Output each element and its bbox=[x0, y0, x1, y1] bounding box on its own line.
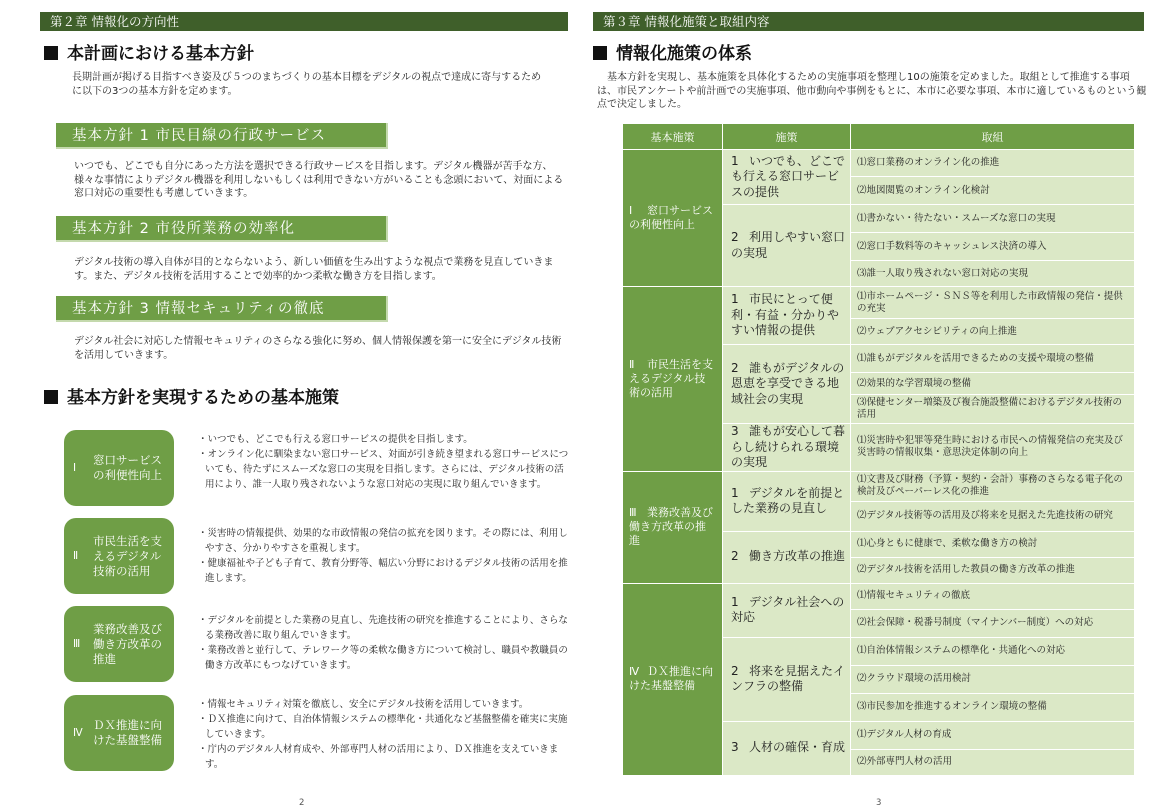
policy-bar-3: 基本方針 3 情報セキュリティの徹底 bbox=[56, 296, 388, 322]
action-cell: ⑵社会保障・税番号制度（マイナンバー制度）への対応 bbox=[851, 609, 1135, 637]
basic-measure-cell-3: Ⅲ 業務改善及び働き方改革の推進 bbox=[623, 471, 723, 583]
action-cell: ⑵ウェブアクセシビリティの向上推進 bbox=[851, 319, 1135, 345]
policy-bar-2: 基本方針 2 市役所業務の効率化 bbox=[56, 216, 388, 242]
measure-badge-2: Ⅱ 市民生活を支えるデジタル技術の活用 bbox=[64, 518, 174, 594]
action-cell: ⑴書かない・待たない・スムーズな窓口の実現 bbox=[851, 205, 1135, 233]
list-item: ・健康福祉や子ども子育て、教育分野等、幅広い分野におけるデジタル技術の活用を推進します。 bbox=[198, 558, 568, 584]
list-item: ・情報セキュリティ対策を徹底し、安全にデジタル技術を活用していきます。 bbox=[198, 699, 529, 710]
action-cell: ⑶保健センター増築及び複合施設整備におけるデジタル技術の活用 bbox=[851, 395, 1135, 424]
action-cell: ⑴自治体情報システムの標準化・共通化への対応 bbox=[851, 637, 1135, 665]
policy-text-2: デジタル技術の導入自体が目的とならないよう、新しい価値を生み出すような視点で業務を見直していきます。また、デジタル技術を活用することで効率的かつ柔軟な働き方を目指します。 bbox=[74, 257, 554, 282]
policy-text-3: デジタル社会に対応した情報セキュリティのさらなる強化に努め、個人情報保護を第一に安全にデジタル技術を活用していきます。 bbox=[74, 336, 562, 361]
list-item: ・災害時の情報提供、効果的な市政情報の発信の拡充を図ります。その際には、利用しやすさ、分かりやすさを重視します。 bbox=[198, 528, 568, 554]
action-cell: ⑶市民参加を推進するオンライン環境の整備 bbox=[851, 693, 1135, 721]
action-cell: ⑴情報セキュリティの徹底 bbox=[851, 583, 1135, 609]
measure-cell: 1 市民にとって便利・有益・分かりやすい情報の提供 bbox=[723, 287, 851, 345]
measure-cell: 2 利用しやすい窓口の実現 bbox=[723, 205, 851, 287]
action-cell: ⑵デジタル技術等の活用及び将来を見据えた先進技術の研究 bbox=[851, 501, 1135, 531]
intro-paragraph: 基本方針を実現し、基本施策を具体化するための実施事項を整理し10の施策を定めました。取組として推進する事項は、市民アンケートや前計画での実施事項、他市動向や事例をもとに、本市に必要な事項、本市に適しているものという観点で決定しました。 bbox=[597, 72, 1147, 110]
action-cell: ⑵窓口手数料等のキャッシュレス決済の導入 bbox=[851, 233, 1135, 261]
page-number: 2 bbox=[299, 798, 305, 808]
basic-measure-cell-4: Ⅳ ＤＸ推進に向けた基盤整備 bbox=[623, 583, 723, 775]
heading-text: 本計画における基本方針 bbox=[67, 44, 254, 64]
table-header: 取組 bbox=[851, 124, 1135, 150]
list-item: ・庁内のデジタル人材育成や、外部専門人材の活用により、ＤＸ推進を支えていきます。 bbox=[198, 744, 559, 770]
heading-text: 情報化施策の体系 bbox=[616, 44, 752, 64]
chapter-header: 第３章 情報化施策と取組内容 bbox=[593, 12, 1144, 31]
policy-system-table bbox=[622, 123, 1135, 776]
action-cell: ⑴文書及び財務（予算・契約・会計）事務のさらなる電子化の検討及びペーパーレス化の推進 bbox=[851, 471, 1135, 501]
table-header: 施策 bbox=[723, 124, 851, 150]
list-item: ・ＤＸ推進に向けて、自治体情報システムの標準化・共通化など基盤整備を確実に実施していきます。 bbox=[198, 714, 568, 740]
action-cell: ⑴心身ともに健康で、柔軟な働き方の検討 bbox=[851, 531, 1135, 557]
measure-badge-4: Ⅳ ＤＸ推進に向けた基盤整備 bbox=[64, 695, 174, 771]
measure-cell: 1 デジタルを前提とした業務の見直し bbox=[723, 471, 851, 531]
heading-text: 基本方針を実現するための基本施策 bbox=[67, 388, 339, 408]
action-cell: ⑴市ホームページ・ＳＮＳ等を利用した市政情報の発信・提供の充実 bbox=[851, 287, 1135, 319]
square-bullet-icon bbox=[44, 390, 58, 404]
policy-bar-1: 基本方針 1 市民目線の行政サービス bbox=[56, 123, 388, 149]
action-cell: ⑵デジタル技術を活用した教員の働き方改革の推進 bbox=[851, 557, 1135, 583]
section-heading-basic-policy bbox=[44, 42, 254, 66]
measure-badge-1: Ⅰ 窓口サービスの利便性向上 bbox=[64, 430, 174, 506]
measure-badge-3: Ⅲ 業務改善及び働き方改革の推進 bbox=[64, 606, 174, 682]
square-bullet-icon bbox=[44, 46, 58, 60]
measure-cell: 1 デジタル社会への対応 bbox=[723, 583, 851, 637]
intro-paragraph: 長期計画が掲げる目指すべき姿及び５つのまちづくりの基本目標をデジタルの視点で達成に寄与するために以下の3つの基本方針を定めます。 bbox=[72, 72, 542, 97]
list-item: ・オンライン化に馴染まない窓口サービス、対面が引き続き望まれる窓口サービスについても、待たずにスムーズな窓口の実現を目指します。さらには、デジタル技術の活用により、誰一人取り残されないような窓口対応の実現に取り組んでいきます。 bbox=[198, 449, 569, 490]
list-item: ・いつでも、どこでも行える窓口サービスの提供を目指します。 bbox=[198, 434, 473, 445]
measure-bullets-1 bbox=[198, 432, 570, 492]
basic-measure-cell-1: Ⅰ 窓口サービスの利便性向上 bbox=[623, 150, 723, 287]
measure-cell: 2 誰もがデジタルの恩恵を享受できる地域社会の実現 bbox=[723, 345, 851, 424]
policy-text-1: いつでも、どこでも自分にあった方法を選択できる行政サービスを目指します。デジタル機器が苦手な方、様々な事情によりデジタル機器を利用しないもしくは利用できない方がいることも念頭において、対面による窓口対応の重要性も考慮していきます。 bbox=[74, 161, 564, 199]
list-item: ・デジタルを前提とした業務の見直し、先進技術の研究を推進することにより、さらなる業務改善に取り組んでいきます。 bbox=[198, 615, 568, 641]
measure-cell: 1 いつでも、どこでも行える窓口サービスの提供 bbox=[723, 150, 851, 205]
action-cell: ⑵効果的な学習環境の整備 bbox=[851, 373, 1135, 395]
list-item: ・業務改善と並行して、テレワーク等の柔軟な働き方について検討し、職員や教職員の働き方改革にもつなげていきます。 bbox=[198, 645, 568, 671]
measure-bullets-3 bbox=[198, 613, 570, 673]
action-cell: ⑴災害時や犯罪等発生時における市民への情報発信の充実及び災害時の情報収集・意思決定体制の向上 bbox=[851, 424, 1135, 472]
action-cell: ⑵地図閲覧のオンライン化検討 bbox=[851, 177, 1135, 205]
section-heading-basic-measures bbox=[44, 386, 339, 410]
measure-bullets-4 bbox=[198, 697, 570, 772]
measure-cell: 2 働き方改革の推進 bbox=[723, 531, 851, 583]
measure-cell: 3 人材の確保・育成 bbox=[723, 721, 851, 775]
action-cell: ⑴デジタル人材の育成 bbox=[851, 721, 1135, 749]
basic-measure-cell-2: Ⅱ 市民生活を支えるデジタル技術の活用 bbox=[623, 287, 723, 472]
chapter-header: 第２章 情報化の方向性 bbox=[40, 12, 568, 31]
page-number: 3 bbox=[876, 798, 882, 808]
action-cell: ⑶誰一人取り残されない窓口対応の実現 bbox=[851, 261, 1135, 287]
measure-bullets-2 bbox=[198, 526, 570, 586]
action-cell: ⑵クラウド環境の活用検討 bbox=[851, 665, 1135, 693]
page-right bbox=[585, 0, 1170, 809]
section-heading-system bbox=[593, 42, 752, 66]
measure-cell: 3 誰もが安心して暮らし続けられる環境の実現 bbox=[723, 424, 851, 472]
action-cell: ⑴誰もがデジタルを活用できるための支援や環境の整備 bbox=[851, 345, 1135, 373]
square-bullet-icon bbox=[593, 46, 607, 60]
action-cell: ⑴窓口業務のオンライン化の推進 bbox=[851, 150, 1135, 177]
measure-cell: 2 将来を見据えたインフラの整備 bbox=[723, 637, 851, 721]
table-header: 基本施策 bbox=[623, 124, 723, 150]
action-cell: ⑵外部専門人材の活用 bbox=[851, 749, 1135, 775]
